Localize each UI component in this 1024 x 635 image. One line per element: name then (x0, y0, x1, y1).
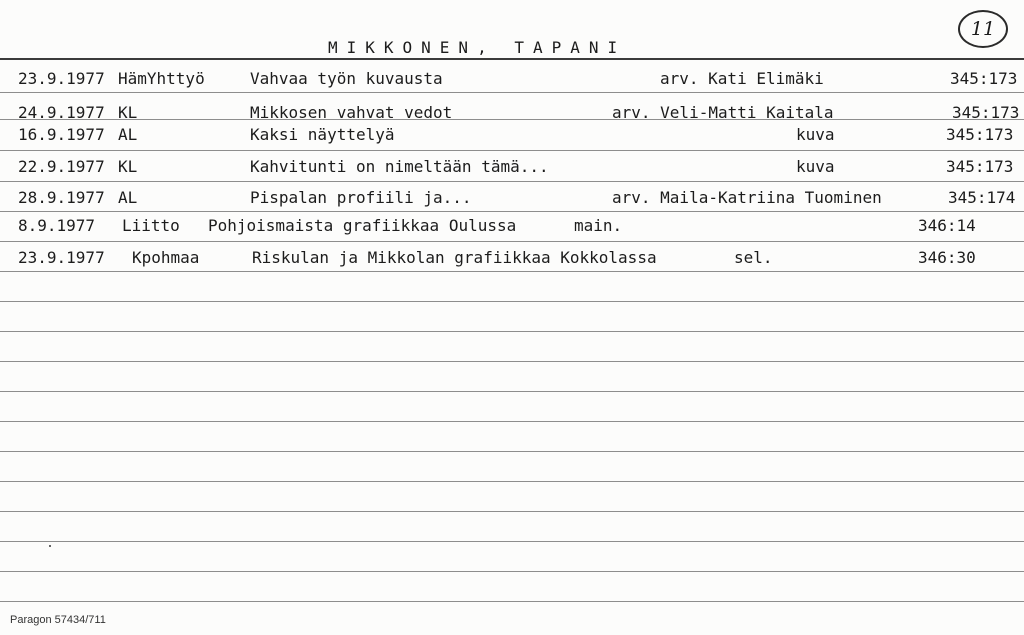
entry-title: Kaksi näyttelyä (250, 125, 395, 144)
entry-source: HämYhttyö (118, 69, 205, 88)
entry-note: kuva (796, 125, 835, 144)
entry-ref: 345:174 (948, 188, 1016, 207)
ruled-line (0, 571, 1024, 572)
ruled-line (0, 331, 1024, 332)
ruled-line (0, 481, 1024, 482)
entry-note: kuva (796, 157, 835, 176)
entry-date: 24.9.1977 (18, 103, 105, 122)
ruled-line (0, 511, 1024, 512)
entry-source: AL (118, 125, 138, 144)
entry-title: Mikkosen vahvat vedot (250, 103, 453, 122)
entry-title: Pohjoismaista grafiikkaa Oulussa (208, 216, 517, 235)
entry-date: 16.9.1977 (18, 125, 105, 144)
ruled-line (0, 601, 1024, 602)
ruled-line (0, 361, 1024, 362)
header-rule (0, 58, 1024, 60)
entry-date: 23.9.1977 (18, 248, 105, 267)
entry-note: main. (574, 216, 623, 235)
stray-mark (49, 545, 51, 547)
ruled-line (0, 451, 1024, 452)
entry-ref: 345:173 (952, 103, 1020, 122)
card-title: MIKKONEN, TAPANI (328, 38, 627, 57)
entry-title: Pispalan profiili ja... (250, 188, 472, 207)
entry-source: KL (118, 103, 138, 122)
entry-ref: 345:173 (946, 157, 1014, 176)
ruled-line (0, 150, 1024, 151)
entry-note: arv. Veli-Matti Kaitala (612, 103, 834, 122)
entry-note: sel. (734, 248, 773, 267)
entry-ref: 346:14 (918, 216, 976, 235)
entry-title: Kahvitunti on nimeltään tämä... (250, 157, 549, 176)
ruled-line (0, 241, 1024, 242)
ruled-line (0, 421, 1024, 422)
entry-source: AL (118, 188, 138, 207)
entry-note: arv. Kati Elimäki (660, 69, 824, 88)
printer-imprint: Paragon 57434/711 (10, 614, 106, 626)
entry-date: 22.9.1977 (18, 157, 105, 176)
card-number-circle (958, 10, 1008, 48)
entry-note: arv. Maila-Katriina Tuominen (612, 188, 882, 207)
entry-title: Vahvaa työn kuvausta (250, 69, 443, 88)
ruled-line (0, 541, 1024, 542)
entry-ref: 345:173 (946, 125, 1014, 144)
ruled-line (0, 211, 1024, 212)
entry-title: Riskulan ja Mikkolan grafiikkaa Kokkolassa (252, 248, 657, 267)
entry-date: 8.9.1977 (18, 216, 96, 235)
entry-date: 23.9.1977 (18, 69, 105, 88)
entry-ref: 346:30 (918, 248, 976, 267)
entry-source: Liitto (122, 216, 180, 235)
card-number: 11 (970, 18, 996, 40)
entry-date: 28.9.1977 (18, 188, 105, 207)
entry-source: KL (118, 157, 138, 176)
entry-ref: 345:173 (950, 69, 1018, 88)
ruled-line (0, 119, 1024, 120)
ruled-line (0, 181, 1024, 182)
ruled-line (0, 92, 1024, 93)
ruled-line (0, 391, 1024, 392)
ruled-line (0, 301, 1024, 302)
ruled-line (0, 271, 1024, 272)
entry-source: Kpohmaa (132, 248, 200, 267)
